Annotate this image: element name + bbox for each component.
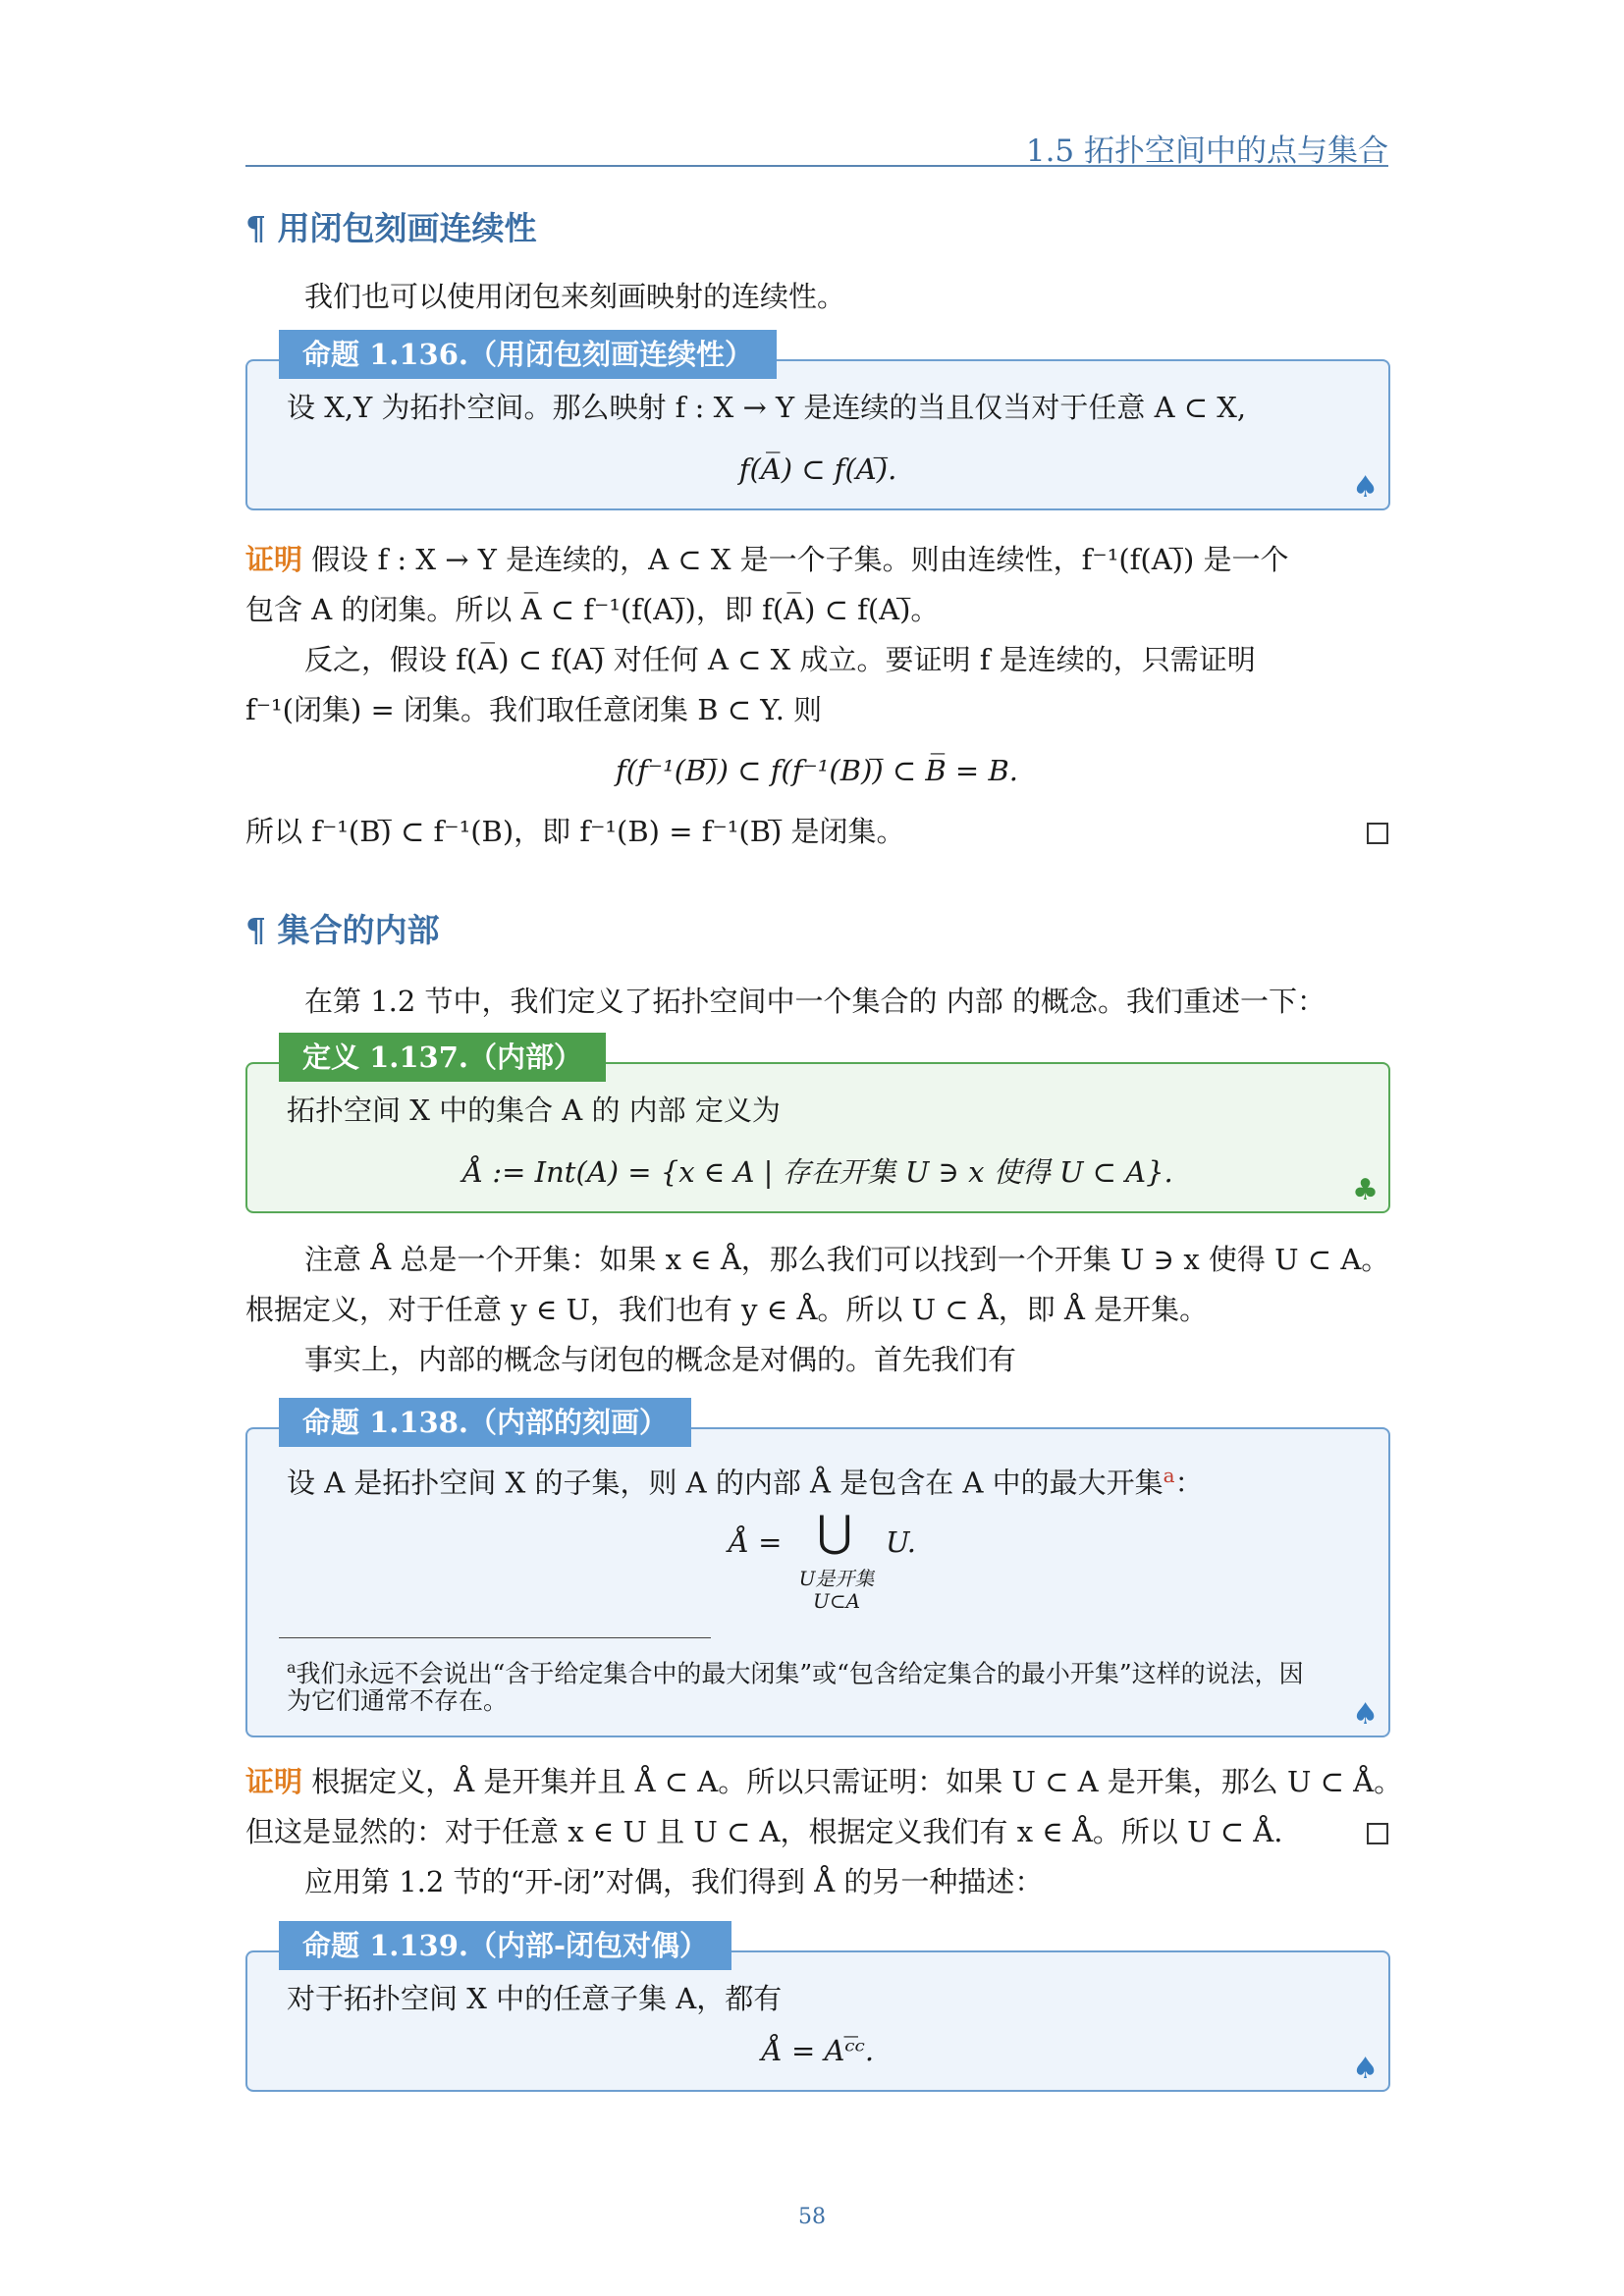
proof-label: 证明 [245,543,303,576]
definition-1-137-statement: 拓扑空间 X 中的集合 A 的 内部 定义为 [287,1094,781,1127]
qed-box-icon [1367,1823,1388,1844]
spade-icon: ♠ [1352,1697,1379,1732]
proposition-1-138-colon: ： [1174,1466,1204,1500]
proposition-1-136-label: 命题 1.136.（用闭包刻画连续性） [279,330,777,379]
formula-lhs: Å = [729,1525,783,1559]
proof-1-line-2: 包含 A 的闭集。所以 A̅ ⊂ f⁻¹(f(A)̅)，即 f(A̅) ⊂ f(A)̅。 [245,593,940,626]
proposition-1-139-box [245,1929,1390,2092]
proof-label: 证明 [245,1765,303,1798]
spade-icon: ♠ [1352,2052,1379,2086]
proof-1-line-3: 反之，假设 f(A̅) ⊂ f(A)̅ 对任何 A ⊂ X 成立。要证明 f 是连续的，只需证明 [304,643,1256,676]
definition-1-137-formula: Å := Int(A) = {x ∈ A | 存在开集 U ∋ x 使得 U ⊂ A}. [462,1155,1173,1189]
club-icon: ♣ [1352,1173,1379,1207]
footnote-line-2: 为它们通常不存在。 [287,1686,509,1715]
header-title: 1.5 拓扑空间中的点与集合 [1025,133,1388,169]
proposition-1-139-label: 命题 1.139.（内部-闭包对偶） [279,1921,731,1970]
proposition-1-138-box [245,1406,1390,1737]
proposition-1-136-statement: 设 X,Y 为拓扑空间。那么映射 f : X → Y 是连续的当且仅当对于任意 A ⊂ X, [287,391,1247,424]
union-subscript-1: U是开集 [798,1567,875,1590]
proof-1-text-1: 假设 f : X → Y 是连续的，A ⊂ X 是一个子集。则由连续性，f⁻¹(f(A)̅) 是一个 [311,543,1289,576]
qed-box-icon [1367,823,1388,844]
section1-intro: 我们也可以使用闭包来刻画映射的连续性。 [304,280,846,313]
footnote-number: a [287,1658,297,1677]
definition-1-137-label: 定义 1.137.（内部） [279,1033,606,1082]
note-line-4: 应用第 1.2 节的“开-闭”对偶，我们得到 Å 的另一种描述： [304,1865,1044,1898]
running-header [245,126,1388,167]
union-subscript-2: U⊂A [812,1589,861,1613]
spade-icon: ♠ [1352,470,1379,505]
proposition-1-139-statement: 对于拓扑空间 X 中的任意子集 A，都有 [287,1982,783,2015]
footnote-rule [279,1637,711,1638]
proposition-1-136-box [245,338,1390,510]
section-title-continuity: ¶ 用闭包刻画连续性 [245,209,537,247]
big-union-icon: ⋃ [817,1507,853,1557]
proof-1-line-1 [245,535,1289,584]
footnote-text-1: 我们永远不会说出“含于给定集合中的最大闭集”或“包含给定集合的最小开集”这样的说法，因 [296,1659,1304,1688]
section-title-interior: ¶ 集合的内部 [245,911,440,949]
proof-1-formula: f(f⁻¹(B)̅) ⊂ f(f⁻¹(B))̅ ⊂ B̅ = B. [616,754,1018,787]
proposition-1-138-text: 设 A 是拓扑空间 X 的子集，则 A 的内部 Å 是包含在 A 中的最大开集 [287,1466,1164,1500]
formula-rhs: U. [886,1525,916,1559]
section2-intro: 在第 1.2 节中，我们定义了拓扑空间中一个集合的 内部 的概念。我们重述一下： [304,985,1326,1018]
proof-2-line-1 [245,1757,1402,1806]
page-number: 58 [798,2205,826,2229]
proof-2-line-2: 但这是显然的：对于任意 x ∈ U 且 U ⊂ A，根据定义我们有 x ∈ Å。所以 U ⊂ Å. [245,1815,1283,1848]
note-line-2: 根据定义，对于任意 y ∈ U，我们也有 y ∈ Å。所以 U ⊂ Å，即 Å 是开集。 [245,1293,1209,1326]
proof-1-line-5: 所以 f⁻¹(B)̅ ⊂ f⁻¹(B)，即 f⁻¹(B) = f⁻¹(B)̅ 是闭集。 [245,815,905,848]
proposition-1-139-formula: Å = Aᶜ̅ᶜ. [761,2034,875,2067]
definition-1-137-box [245,1041,1390,1213]
proof-1-line-4: f⁻¹(闭集) = 闭集。我们取任意闭集 B ⊂ Y. 则 [245,693,823,726]
proposition-1-136-formula: f(A̅) ⊂ f(A)̅. [738,453,897,486]
note-line-1: 注意 Å 总是一个开集：如果 x ∈ Å，那么我们可以找到一个开集 U ∋ x 使得 U ⊂ A。 [304,1243,1390,1276]
note-line-3: 事实上，内部的概念与闭包的概念是对偶的。首先我们有 [304,1343,1017,1376]
proposition-1-138-label: 命题 1.138.（内部的刻画） [279,1398,691,1447]
proposition-1-138-statement [287,1451,1204,1508]
proof-2-text-1: 根据定义，Å 是开集并且 Å ⊂ A。所以只需证明：如果 U ⊂ A 是开集，那么 U ⊂ Å。 [311,1765,1403,1798]
footnote-marker: a [1163,1464,1175,1487]
